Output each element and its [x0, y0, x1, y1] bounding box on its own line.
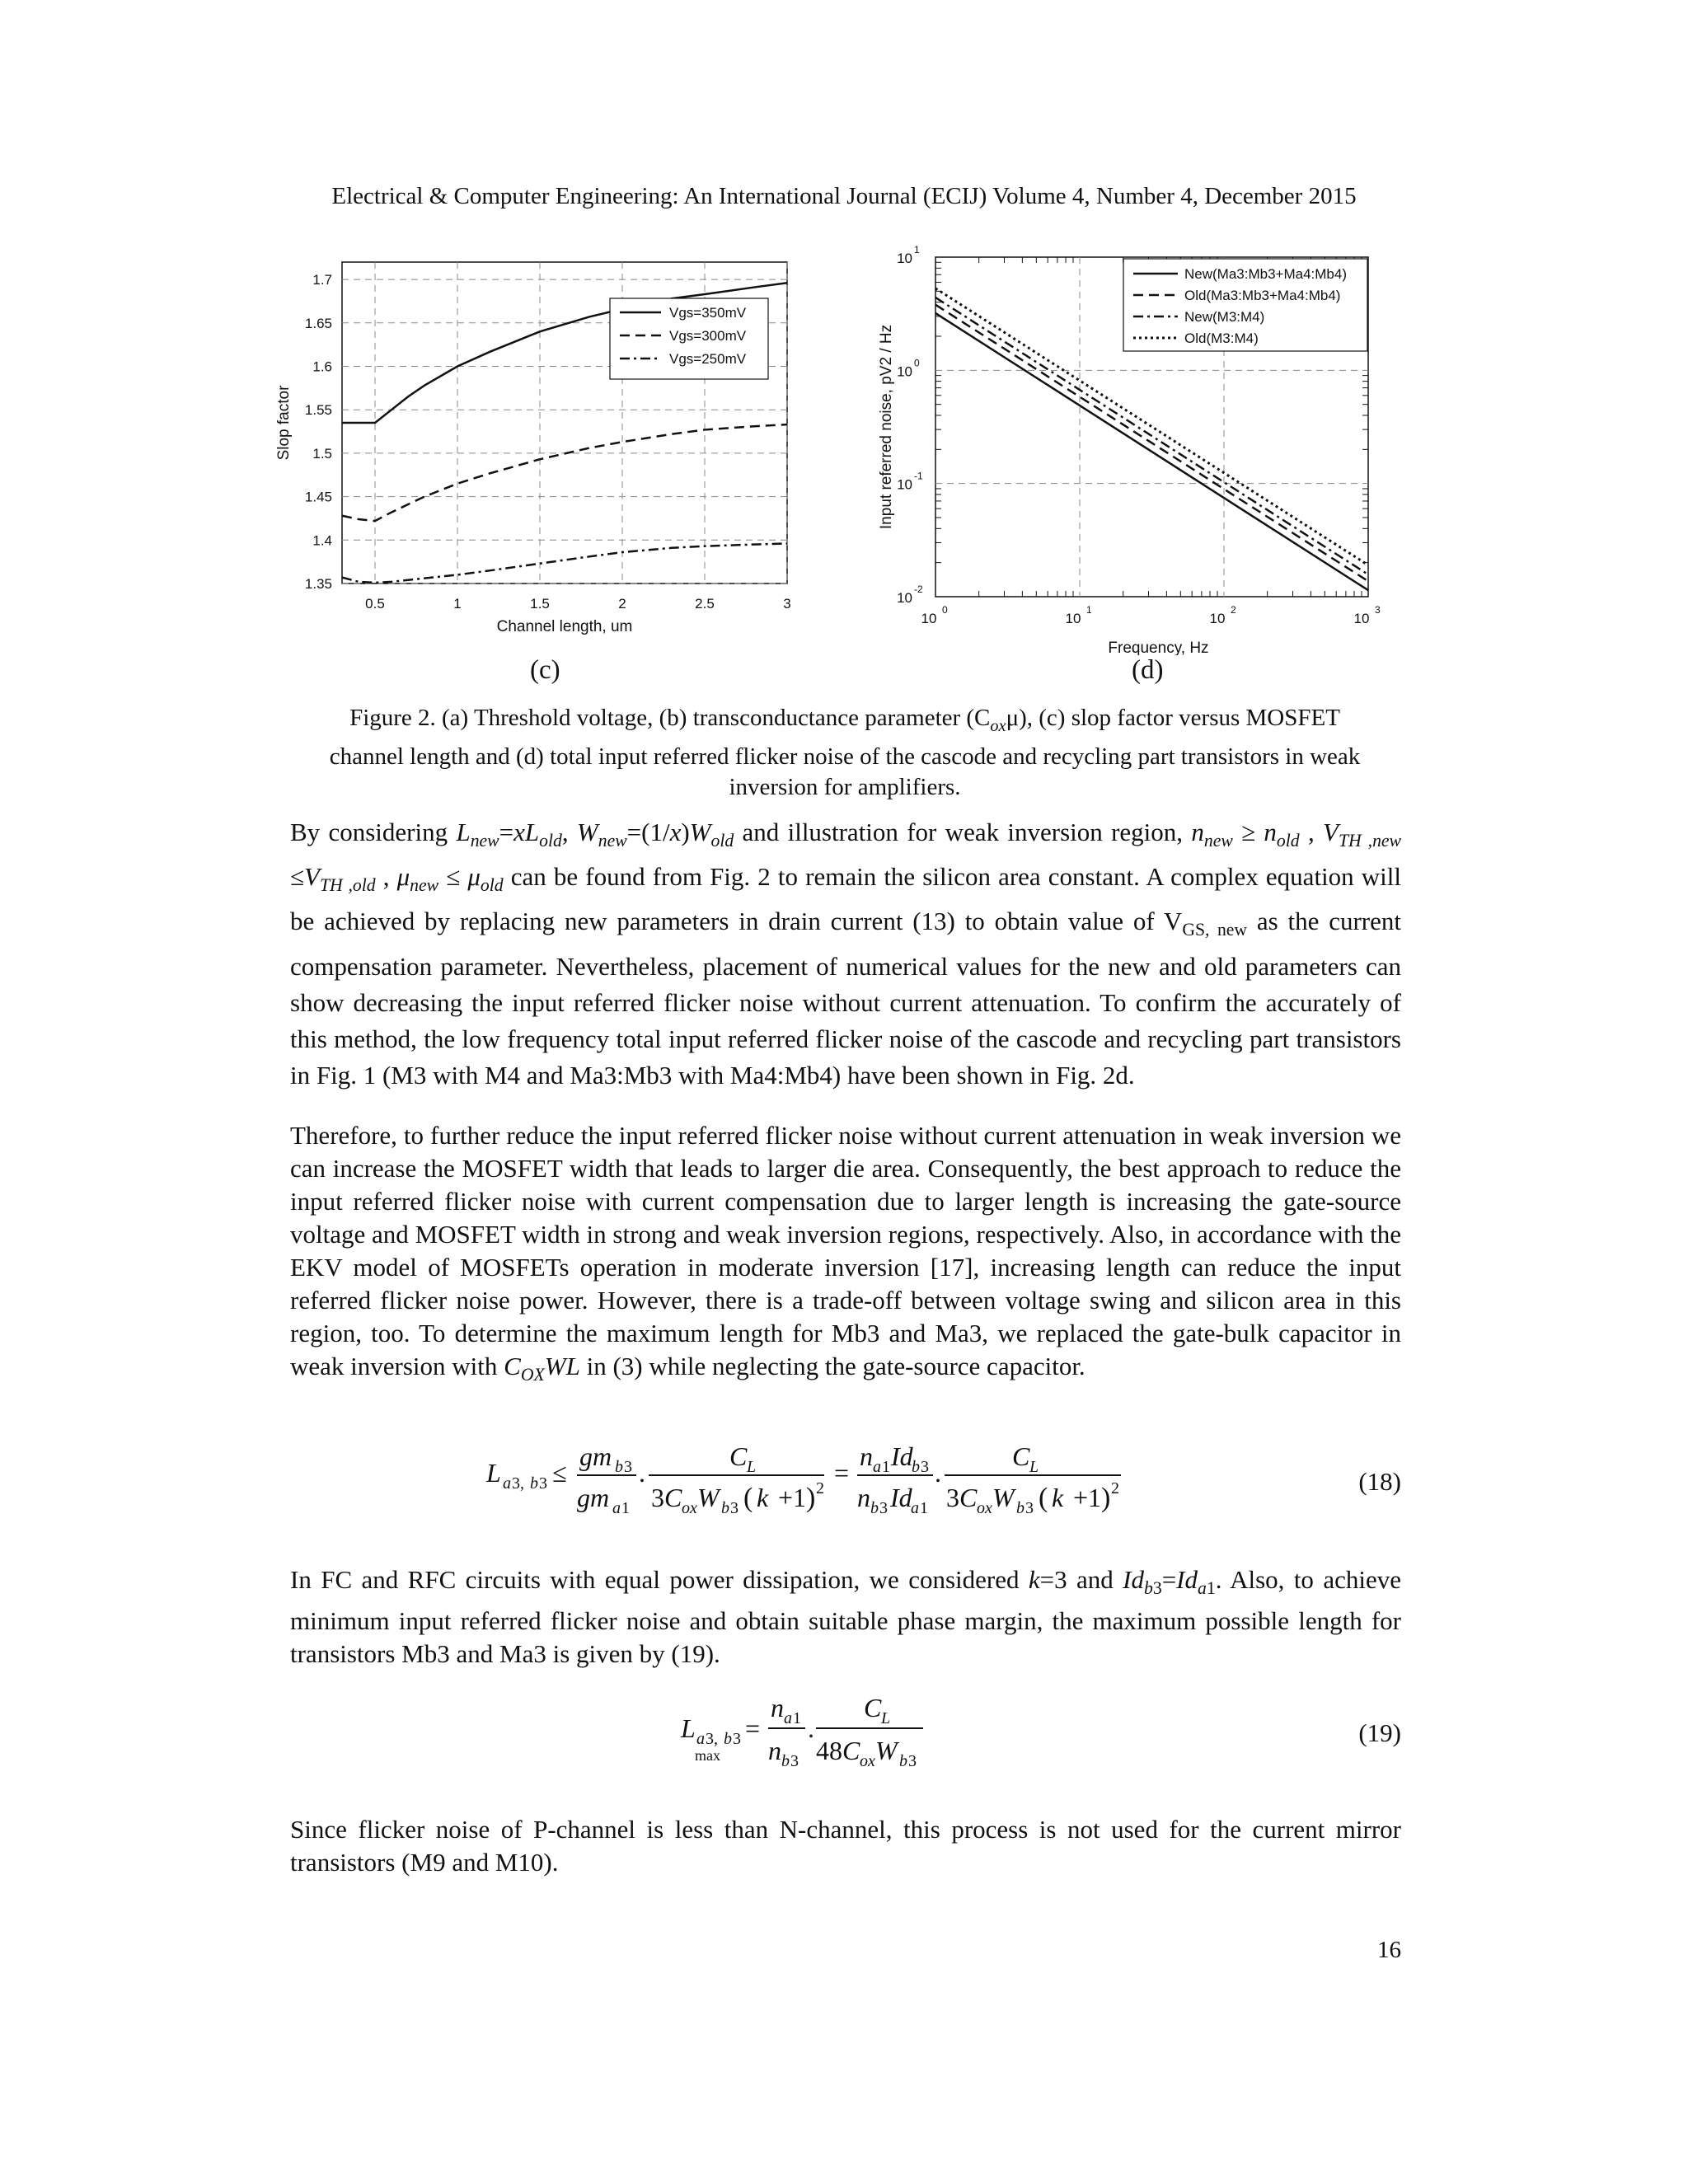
svg-text:3: 3 — [946, 1483, 959, 1512]
svg-text:(: ( — [743, 1483, 753, 1513]
svg-text:C: C — [664, 1483, 682, 1512]
svg-text:a: a — [503, 1474, 511, 1493]
x-tick-label: 3 — [783, 596, 791, 612]
svg-text:Id: Id — [890, 1483, 912, 1512]
svg-text:L: L — [486, 1458, 501, 1488]
x-tick-label: 1 — [453, 596, 462, 612]
svg-text:2: 2 — [1111, 1479, 1119, 1497]
paragraph-4: Since flicker noise of P-channel is less than N-channel, this process is not used for the current mirror transistors (M9 and M10). — [290, 1815, 1401, 1877]
svg-text:b: b — [870, 1499, 879, 1516]
svg-text:48: 48 — [816, 1736, 842, 1765]
legend-entry: Vgs=300mV — [669, 328, 747, 344]
equation-19-math — [0, 1677, 1688, 1768]
equation-19-number: (19) — [1358, 1718, 1401, 1747]
x-tick-exponent: 2 — [1231, 604, 1236, 616]
svg-text:3,: 3, — [512, 1474, 524, 1493]
svg-text:L: L — [747, 1458, 757, 1476]
equation-18-number: (18) — [1358, 1467, 1401, 1496]
y-tick-exponent: 1 — [914, 244, 920, 255]
y-tick-label: 1.6 — [312, 359, 332, 375]
page-number: 16 — [1377, 1937, 1401, 1963]
x-tick-label: 10 — [1353, 611, 1370, 626]
svg-text:n: n — [771, 1693, 784, 1722]
svg-text:gm: gm — [577, 1483, 610, 1512]
svg-text:≤: ≤ — [552, 1458, 567, 1488]
svg-text:.: . — [808, 1713, 814, 1743]
svg-text:C: C — [959, 1483, 978, 1512]
y-tick-label: 1.5 — [312, 445, 332, 462]
svg-text:a: a — [612, 1499, 621, 1516]
svg-text:L: L — [881, 1709, 891, 1727]
svg-text:W: W — [875, 1736, 898, 1765]
svg-text:b: b — [1016, 1499, 1025, 1516]
svg-text:3: 3 — [1025, 1499, 1034, 1516]
x-axis-label: Frequency, Hz — [1108, 640, 1209, 655]
svg-text:b: b — [912, 1458, 920, 1476]
y-tick-label: 1.55 — [304, 402, 332, 419]
y-axis-label: Slop factor — [275, 385, 293, 461]
y-tick-label: 1.4 — [312, 532, 332, 549]
svg-text:a: a — [911, 1499, 919, 1516]
svg-text:b: b — [530, 1474, 538, 1493]
y-tick-label: 10 — [897, 590, 912, 606]
svg-text:b: b — [781, 1752, 790, 1768]
svg-text:=: = — [745, 1713, 761, 1743]
svg-text:1: 1 — [882, 1458, 890, 1476]
svg-text:.: . — [935, 1458, 941, 1488]
svg-text:a: a — [696, 1730, 705, 1748]
svg-text:C: C — [864, 1693, 882, 1722]
x-tick-exponent: 3 — [1375, 604, 1381, 616]
svg-text:): ) — [806, 1483, 816, 1513]
svg-text:+1: +1 — [778, 1483, 807, 1512]
svg-text:max: max — [695, 1747, 720, 1764]
paragraph-1: By considering $L_{new}=xL_{old}$, $W_{new}=(1/x)W_{old}$ and illustration for weak inversion region, $n_{new} \ge n_{old}$ , $V_{TH ,new} \le V_{TH ,old}$ , $\mu_{new} \le \mu_{old}$ can be found from Fig. 2 to remain the silicon area constant. A complex equation will be achieved by replacing new parameters in drain current (13) to obtain value of $V_{GS, new}$ as the current compensation parameter. Nevertheless, placement of numerical values for the new and old parameters can show decreasing the input referred flicker noise without current attenuation. To confirm the accurately of this method, the low frequency total input referred flicker noise of the cascode and recycling part transistors in Fig. 1 (M3 with M4 and Ma3:Mb3 with Ma4:Mb4) have been shown in Fig. 2d. — [290, 818, 1402, 1090]
svg-text:1: 1 — [621, 1499, 630, 1516]
legend-entry: Old(M3:M4) — [1184, 330, 1259, 346]
svg-text:(: ( — [1039, 1483, 1048, 1513]
x-tick-exponent: 1 — [1086, 604, 1092, 616]
svg-text:.: . — [639, 1458, 645, 1488]
x-tick-label: 1.5 — [530, 596, 550, 612]
y-tick-label: 1.7 — [312, 272, 332, 288]
panel-c-label: (c) — [530, 655, 560, 685]
svg-text:3: 3 — [539, 1474, 547, 1493]
svg-text:+1: +1 — [1073, 1483, 1102, 1512]
paragraph-2: Therefore, to further reduce the input referred flicker noise without current attenuation in weak inversion we can increase the MOSFET width that leads to larger die area. Consequently, the best approach to reduce the input referred flicker noise with current compensation due to larger length is increasing the gate-source voltage and MOSFET width in strong and weak inversion regions, respectively. Also, in accordance with the EKV model of MOSFETs operation in moderate inversion [17], increasing length can reduce the input referred flicker noise power. However, there is a trade-off between voltage swing and silicon area in this region, too. To determine the maximum length for Mb3 and Ma3, we replaced the gate-bulk capacitor in weak inversion with $C_{OX}WL$ in (3) while neglecting the gate-source capacitor. — [290, 1121, 1401, 1385]
x-tick-label: 0.5 — [365, 596, 385, 612]
flicker-noise-chart — [870, 239, 1414, 655]
x-tick-exponent: 0 — [942, 604, 948, 616]
svg-text:Id: Id — [891, 1441, 913, 1471]
x-tick-label: 2 — [618, 596, 626, 612]
svg-text:C: C — [842, 1736, 860, 1765]
svg-text:b: b — [615, 1458, 623, 1476]
svg-text:L: L — [681, 1713, 696, 1743]
svg-text:3: 3 — [908, 1752, 917, 1768]
svg-text:ox: ox — [977, 1499, 992, 1516]
svg-text:3,: 3, — [706, 1730, 718, 1748]
svg-text:k: k — [757, 1483, 769, 1512]
svg-text:L: L — [1029, 1458, 1039, 1476]
svg-text:3: 3 — [624, 1458, 632, 1476]
svg-text:1: 1 — [793, 1709, 801, 1727]
y-tick-label: 1.65 — [304, 315, 332, 331]
svg-text:b: b — [899, 1752, 907, 1768]
x-axis-label: Channel length, um — [496, 618, 633, 635]
y-tick-label: 1.35 — [304, 576, 332, 592]
equation-19 — [0, 1677, 1688, 1768]
svg-text:2: 2 — [816, 1479, 824, 1497]
x-tick-label: 10 — [1209, 611, 1226, 626]
svg-text:3: 3 — [921, 1458, 929, 1476]
svg-text:C: C — [1012, 1441, 1030, 1471]
svg-text:gm: gm — [579, 1441, 612, 1471]
svg-text:=: = — [834, 1458, 850, 1488]
legend-entry: Vgs=350mV — [669, 305, 747, 321]
y-tick-label: 10 — [897, 476, 912, 493]
y-tick-label: 1.45 — [304, 489, 332, 505]
svg-text:W: W — [992, 1483, 1015, 1512]
equation-18 — [0, 1426, 1688, 1516]
svg-text:3: 3 — [651, 1483, 664, 1512]
y-tick-label: 10 — [897, 251, 912, 266]
svg-text:b: b — [724, 1730, 732, 1748]
y-axis-label: Input referred noise, pV2 / Hz — [878, 324, 895, 530]
svg-text:): ) — [1101, 1483, 1111, 1513]
svg-text:n: n — [768, 1736, 781, 1765]
journal-header: Electrical & Computer Engineering: An International Journal (ECIJ) Volume 4, Number 4, December 2015 — [331, 183, 1357, 209]
legend-entry: New(Ma3:Mb3+Ma4:Mb4) — [1184, 266, 1347, 282]
svg-text:n: n — [857, 1483, 870, 1512]
svg-text:a: a — [784, 1709, 792, 1727]
slope-factor-chart — [264, 247, 808, 651]
legend-entry: Vgs=250mV — [669, 351, 747, 367]
svg-text:1: 1 — [920, 1499, 928, 1516]
figure-caption: Figure 2. (a) Threshold voltage, (b) transconductance parameter $(C_{ox}\mu)$, (c) slop factor versus MOSFET channel length and (d) total input referred flicker noise of the cascode and recycling part transistors in weak inversion for amplifiers. — [329, 705, 1361, 800]
legend-entry: Old(Ma3:Mb3+Ma4:Mb4) — [1184, 288, 1341, 303]
svg-text:W: W — [697, 1483, 720, 1512]
svg-text:3: 3 — [790, 1752, 799, 1768]
y-tick-label: 10 — [897, 363, 912, 380]
y-tick-exponent: 0 — [914, 357, 920, 369]
panel-d-label: (d) — [1132, 655, 1164, 685]
svg-text:n: n — [860, 1441, 873, 1471]
svg-text:ox: ox — [682, 1499, 697, 1516]
y-tick-exponent: -2 — [914, 583, 923, 595]
svg-text:3: 3 — [730, 1499, 738, 1516]
x-tick-label: 10 — [921, 611, 937, 626]
equation-18-math — [0, 1426, 1688, 1516]
y-tick-exponent: -1 — [914, 470, 923, 482]
legend-entry: New(M3:M4) — [1184, 309, 1265, 325]
svg-text:C: C — [729, 1441, 748, 1471]
paragraph-3: In FC and RFC circuits with equal power dissipation, we considered k=3 and $Id_{b3}=Id_{a1}$. Also, to achieve minimum input referred flicker noise and obtain suitable phase margin, the maximum possible length for transistors Mb3 and Ma3 is given by (19). — [290, 1565, 1401, 1669]
svg-text:b: b — [721, 1499, 729, 1516]
svg-text:a: a — [873, 1458, 881, 1476]
svg-text:ox: ox — [860, 1752, 875, 1768]
svg-text:3: 3 — [733, 1730, 741, 1748]
x-tick-label: 2.5 — [695, 596, 715, 612]
svg-text:k: k — [1052, 1483, 1064, 1512]
x-tick-label: 10 — [1065, 611, 1081, 626]
svg-text:3: 3 — [879, 1499, 888, 1516]
